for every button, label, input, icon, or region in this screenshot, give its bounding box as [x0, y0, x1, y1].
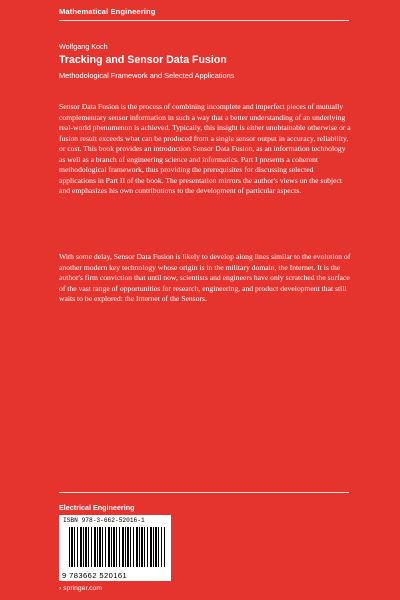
bottom-divider	[59, 492, 349, 493]
barcode-digits: 9 783662 520161	[62, 571, 128, 580]
publisher-website[interactable]: › springer.com	[59, 585, 103, 592]
author-name: Wolfgang Koch	[59, 42, 108, 51]
blurb-paragraph-1: Sensor Data Fusion is the process of combining incomplete and imperfect pieces of mutually complementary sensor information in such a way that a better understanding of an underlying real-world phenomenon is achieved. Typically, this insight is either unobtainable otherwise or a fusion result exceeds what can be produced from a single sensor output in accuracy, reliability, or cost. This book provides an introduction Sensor Data Fusion, as an information technology as well as a branch of engineering science and informatics. Part I presents a coherent methodological framework, thus providing the prerequisites for discussing selected applications in Part II of the book. The presentation mirrors the author's views on the subject and emphasizes his own contributions to the development of particular aspects.	[59, 102, 351, 195]
book-subtitle: Methodological Framework and Selected Applications	[59, 71, 235, 80]
subject-category: Electrical Engineering	[59, 503, 135, 512]
blurb-paragraph-2: With some delay, Sensor Data Fusion is likely to develop along lines similar to the evolution of another modern key technology whose origin is in the military domain, the Internet. It is the author's firm conviction that until now, scientists and engineers have only scratched the surface of the vast range of opportunities for research, engineering, and product development that still waits to be explored: the Internet of the Sensors.	[59, 252, 351, 303]
series-name: Mathematical Engineering	[59, 7, 156, 16]
isbn-label: ISBN 978-3-662-52016-1	[63, 517, 145, 524]
barcode-icon	[69, 527, 165, 567]
book-title: Tracking and Sensor Data Fusion	[59, 54, 227, 66]
barcode-panel	[59, 515, 171, 581]
top-divider	[59, 20, 349, 21]
